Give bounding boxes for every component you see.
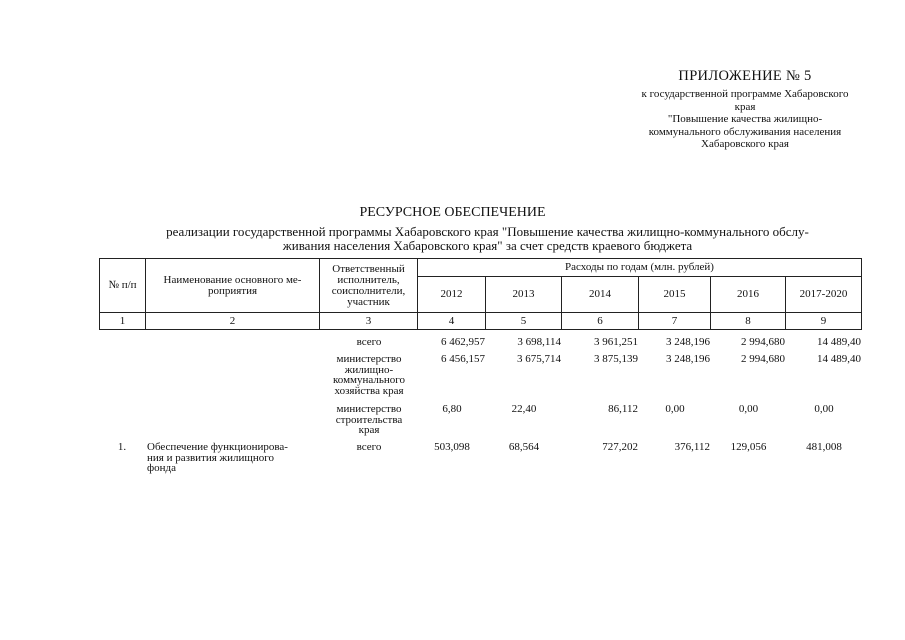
row-value: 6 462,957: [441, 336, 485, 348]
row-value: 3 675,714: [517, 353, 561, 365]
row-value: 3 698,114: [517, 336, 561, 348]
row-executor-line: края: [358, 424, 380, 436]
resource-table-header: [99, 258, 862, 330]
row-name: [147, 442, 319, 474]
row-value: 503,098: [434, 441, 470, 453]
column-number: 1: [100, 313, 146, 330]
row-value: 3 875,139: [594, 353, 638, 365]
header-col-no: № п/п: [100, 259, 146, 313]
header-expenses-group: Расходы по годам (млн. рублей): [418, 259, 862, 277]
column-number: 7: [639, 313, 711, 330]
row-executor-line: министерство: [336, 353, 402, 365]
appendix-line: "Повышение качества жилищно-: [667, 113, 823, 125]
document-subtitle-line: живания населения Хабаровского края" за счет средств краевого бюджета: [282, 237, 693, 253]
row-value: 6,80: [442, 403, 462, 415]
row-value: 481,008: [806, 441, 842, 453]
header-year: 2014: [562, 277, 639, 313]
row-value: 727,202: [602, 441, 638, 453]
header-year: 2017-2020: [786, 277, 862, 313]
column-number: 6: [562, 313, 639, 330]
appendix-subtitle: [600, 88, 890, 151]
column-number: 9: [786, 313, 862, 330]
column-number: 4: [418, 313, 486, 330]
row-value: 3 248,196: [666, 336, 710, 348]
appendix-line: к государственной программе Хабаровского: [641, 88, 849, 100]
row-executor-line: всего: [356, 441, 382, 453]
header-col-name: Наименование основного ме- роприятия: [146, 259, 320, 313]
row-executor-line: жилищно-: [344, 363, 394, 376]
row-value: 86,112: [608, 403, 638, 415]
column-number: 3: [320, 313, 418, 330]
appendix-block: [600, 68, 890, 151]
row-value: 376,112: [674, 441, 710, 453]
document-subtitle: [100, 225, 875, 252]
row-value: 3 961,251: [594, 336, 638, 348]
row-value: 22,40: [511, 403, 537, 415]
row-name-line: фонда: [147, 462, 176, 474]
row-value: 2 994,680: [741, 353, 785, 365]
header-year: 2016: [711, 277, 786, 313]
row-value: 0,00: [665, 403, 685, 415]
row-executor: [321, 354, 417, 396]
appendix-title: ПРИЛОЖЕНИЕ № 5: [678, 68, 812, 84]
row-executor-line: всего: [356, 336, 382, 348]
row-executor-line: хозяйства края: [334, 384, 404, 397]
row-value: 3 248,196: [666, 353, 710, 365]
row-value: 2 994,680: [741, 336, 785, 348]
row-value: 14 489,40: [817, 353, 861, 365]
appendix-line: Хабаровского края: [701, 138, 789, 150]
row-value: 68,564: [508, 441, 540, 453]
row-executor: [321, 337, 417, 348]
appendix-line: коммунального обслуживания населения: [648, 125, 842, 138]
document-title: РЕСУРСНОЕ ОБЕСПЕЧЕНИЕ: [359, 205, 546, 220]
header-col-executor: Ответственный исполнитель, соисполнители, участник: [320, 259, 418, 313]
appendix-line: края: [734, 100, 756, 113]
header-year: 2015: [639, 277, 711, 313]
header-year: 2012: [418, 277, 486, 313]
column-number: 8: [711, 313, 786, 330]
row-executor: [321, 404, 417, 436]
row-executor-line: строительства: [335, 413, 403, 426]
row-executor-line: коммунального: [333, 374, 405, 386]
column-number: 5: [486, 313, 562, 330]
document-subtitle-line: реализации государственной программы Хабаровского края "Повышение качества жилищно-коммунального обслу-: [166, 224, 809, 239]
row-number: 1.: [117, 441, 127, 453]
row-executor: [321, 442, 417, 453]
column-number: 2: [146, 313, 320, 330]
row-name-line: Обеспечение функционирова-: [147, 441, 288, 453]
row-value: 14 489,40: [817, 336, 861, 348]
row-value: 0,00: [738, 403, 759, 415]
row-value: 0,00: [814, 403, 834, 415]
row-name-line: ния и развития жилищного: [147, 451, 274, 464]
row-value: 6 456,157: [441, 353, 485, 365]
row-executor-line: министерство: [336, 403, 402, 415]
header-year: 2013: [486, 277, 562, 313]
row-value: 129,056: [730, 441, 767, 453]
